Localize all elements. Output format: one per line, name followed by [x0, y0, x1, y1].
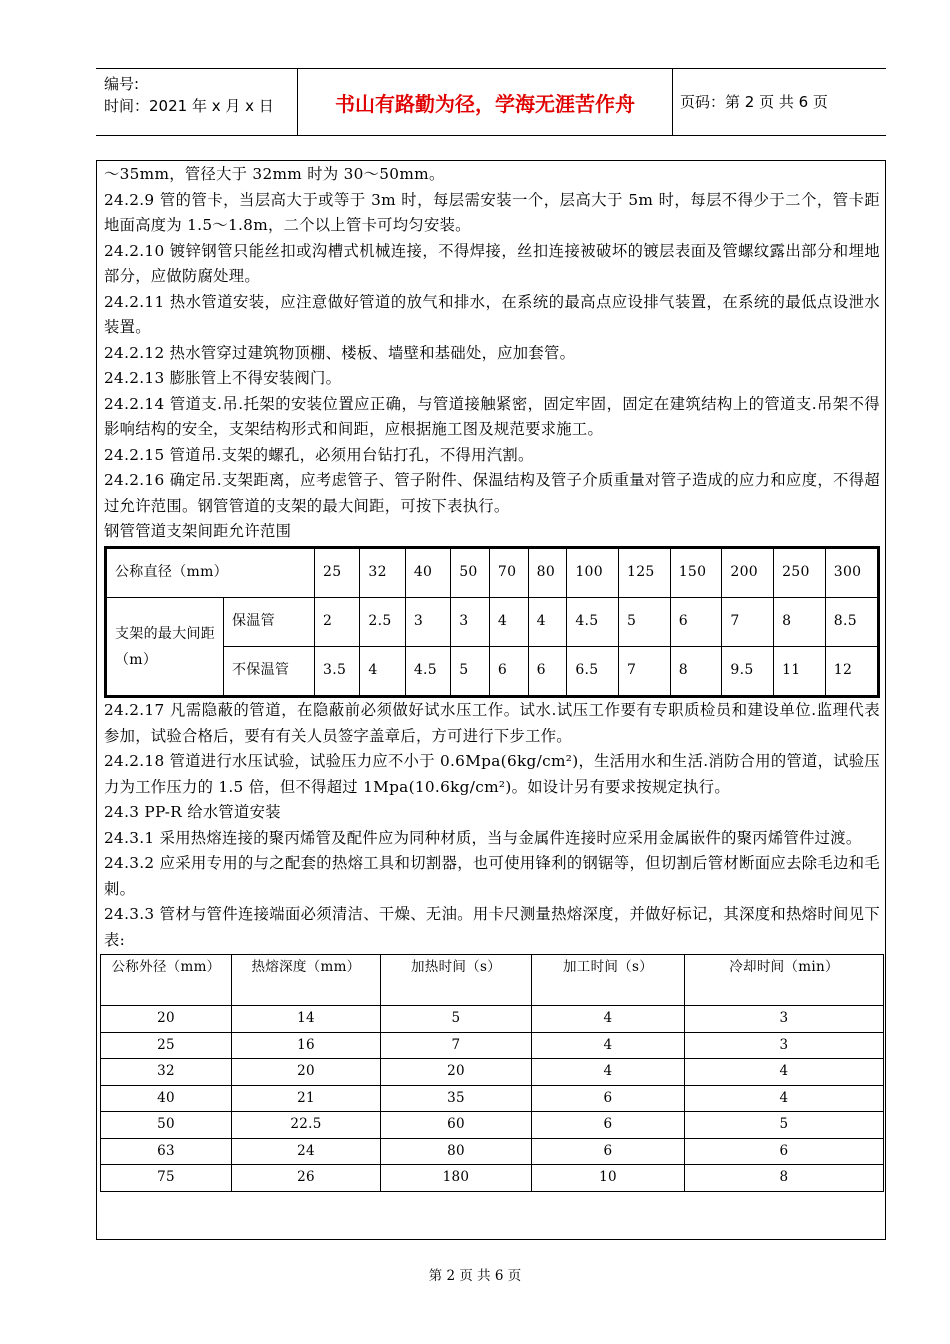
- table-cell: 26: [232, 1165, 381, 1192]
- column-header: 加工时间（s）: [532, 955, 685, 1006]
- table-cell: 22.5: [232, 1112, 381, 1139]
- paragraph: 24.2.13 膨胀管上不得安装阀门。: [104, 369, 342, 387]
- table-cell: 150: [670, 548, 722, 598]
- paragraph: 24.3.1 采用热熔连接的聚丙烯管及配件应为同种材质，当与金属件连接时应采用金属嵌件的聚丙烯管件过渡。: [104, 828, 862, 847]
- table-cell: 5: [381, 1006, 532, 1033]
- table-cell: 80: [381, 1138, 532, 1165]
- table-row: [106, 548, 879, 598]
- table-cell: 4.5: [567, 598, 619, 647]
- paragraph: 24.2.15 管道吊.支架的螺孔，必须用台钻打孔，不得用汽割。: [104, 445, 534, 464]
- table-cell: 125: [619, 548, 671, 598]
- table-cell: 4: [489, 598, 528, 647]
- table-cell: 6: [670, 598, 722, 647]
- paragraph: 24.2.9 管的管卡，当层高大于或等于 3m 时，每层需安装一个，层高大于 5m 时，每层不得少于二个，管卡距地面高度为 1.5～1.8m，二个以上管卡可均匀安装。: [104, 190, 880, 234]
- table-cell: 3: [405, 598, 450, 647]
- table-cell: 2: [315, 598, 360, 647]
- paragraph: 24.2.16 确定吊.支架距离，应考虑管子、管子附件、保温结构及管子介质重量对管子造成的应力和应度，不得超过允许范围。钢管管道的支架的最大间距，可按下表执行。: [104, 471, 880, 515]
- column-header: 加热时间（s）: [381, 955, 532, 1006]
- paragraph: 24.2.14 管道支.吊.托架的安装位置应正确，与管道接触紧密，固定牢固，固定在建筑结构上的管道支.吊架不得影响结构的安全，支架结构形式和间距，应根据施工图及规范要求施工。: [104, 394, 880, 438]
- table-cell: 4: [685, 1059, 884, 1086]
- table-row: [101, 1032, 884, 1059]
- table-cell: 8.5: [825, 598, 878, 647]
- table-cell: 5: [619, 598, 671, 647]
- paragraph: 24.2.10 镀锌钢管只能丝扣或沟槽式机械连接，不得焊接，丝扣连接被破坏的镀层表面及管螺纹露出部分和埋地部分，应做防腐处理。: [104, 241, 880, 285]
- table-cell: 6: [532, 1112, 685, 1139]
- table-cell: 4: [360, 647, 405, 697]
- table-cell: 2.5: [360, 598, 405, 647]
- table-cell: 3: [685, 1006, 884, 1033]
- table-cell: 25: [315, 548, 360, 598]
- column-header: 公称外径（mm）: [101, 955, 232, 1006]
- table-cell: 3.5: [315, 647, 360, 697]
- table-cell: 6: [532, 1138, 685, 1165]
- paragraph: 24.3.3 管材与管件连接端面必须清洁、干燥、无油。用卡尺测量热熔深度，并做好标记，其深度和热熔时间见下表:: [104, 905, 880, 949]
- document-body: [104, 162, 880, 1192]
- hot-melt-table: [100, 954, 884, 1192]
- table-row: [101, 1059, 884, 1086]
- table-cell: 11: [774, 647, 826, 697]
- group-label: 支架的最大间距（m）: [106, 598, 224, 697]
- page-header: [96, 68, 886, 136]
- table-cell: 5: [685, 1112, 884, 1139]
- table-cell: 20: [381, 1059, 532, 1086]
- table-cell: 3: [685, 1032, 884, 1059]
- section-heading: 24.3 PP-R 给水管道安装: [104, 803, 281, 821]
- time-label: 时间：2021 年 x 月 x 日: [104, 97, 274, 115]
- column-header: 热熔深度（mm）: [232, 955, 381, 1006]
- header-left: [104, 73, 274, 117]
- table-caption: 钢管管道支架间距允许范围: [104, 522, 292, 540]
- table-cell: 300: [825, 548, 878, 598]
- table-cell: 4.5: [405, 647, 450, 697]
- column-header: 冷却时间（min）: [685, 955, 884, 1006]
- table-cell: 5: [451, 647, 490, 697]
- table-cell: 24: [232, 1138, 381, 1165]
- table-cell: 20: [101, 1006, 232, 1033]
- table-cell: 250: [774, 548, 826, 598]
- table-cell: 63: [101, 1138, 232, 1165]
- table-cell: 180: [381, 1165, 532, 1192]
- table-cell: 200: [722, 548, 774, 598]
- paragraph: 24.2.18 管道进行水压试验，试验压力应不小于 0.6Mpa(6kg/cm²)，生活用水和生活.消防合用的管道，试验压力为工作压力的 1.5 倍，但不得超过 1Mpa(10.6kg/cm²)。如设计另有要求按规定执行。: [104, 752, 880, 796]
- table-cell: 40: [405, 548, 450, 598]
- table-cell: 4: [685, 1085, 884, 1112]
- header-divider: [672, 69, 673, 135]
- table-row: [101, 1165, 884, 1192]
- table-cell: 32: [360, 548, 405, 598]
- table-cell: 75: [101, 1165, 232, 1192]
- table-cell: 16: [232, 1032, 381, 1059]
- motto: 书山有路勤为径，学海无涯苦作舟: [335, 91, 635, 116]
- table-cell: 7: [722, 598, 774, 647]
- diameter-header: 公称直径（mm）: [106, 548, 315, 598]
- support-spacing-table: [104, 546, 880, 698]
- table-cell: 14: [232, 1006, 381, 1033]
- table-cell: 35: [381, 1085, 532, 1112]
- table-cell: 80: [528, 548, 567, 598]
- table-cell: 32: [101, 1059, 232, 1086]
- table-cell: 8: [774, 598, 826, 647]
- table-cell: 6: [532, 1085, 685, 1112]
- table-cell: 50: [101, 1112, 232, 1139]
- table-cell: 20: [232, 1059, 381, 1086]
- table-row: [101, 1112, 884, 1139]
- table-cell: 8: [685, 1165, 884, 1192]
- table-row: [106, 598, 879, 647]
- row-label: 不保温管: [224, 647, 315, 697]
- table-cell: 6: [528, 647, 567, 697]
- table-cell: 9.5: [722, 647, 774, 697]
- table-cell: 4: [528, 598, 567, 647]
- table-header-row: [101, 955, 884, 1006]
- table-cell: 60: [381, 1112, 532, 1139]
- table-cell: 4: [532, 1032, 685, 1059]
- paragraph: 24.2.11 热水管道安装，应注意做好管道的放气和排水，在系统的最高点应设排气装置，在系统的最低点设泄水装置。: [104, 292, 880, 336]
- table-cell: 7: [619, 647, 671, 697]
- table-cell: 40: [101, 1085, 232, 1112]
- paragraph: 24.2.17 凡需隐蔽的管道，在隐蔽前必须做好试水压工作。试水.试压工作要有专职质检员和建设单位.监理代表参加，试验合格后，要有有关人员签字盖章后，方可进行下步工作。: [104, 701, 880, 745]
- number-label: 编号:: [104, 75, 140, 93]
- table-cell: 25: [101, 1032, 232, 1059]
- table-cell: 6.5: [567, 647, 619, 697]
- table-cell: 6: [685, 1138, 884, 1165]
- page-label: 页码：第 2 页 共 6 页: [680, 93, 828, 111]
- table-cell: 7: [381, 1032, 532, 1059]
- table-cell: 8: [670, 647, 722, 697]
- paragraph: 24.2.12 热水管穿过建筑物顶棚、楼板、墙壁和基础处，应加套管。: [104, 343, 576, 362]
- table-cell: 10: [532, 1165, 685, 1192]
- page-footer: 第 2 页 共 6 页: [428, 1268, 522, 1284]
- paragraph: ～35mm，管径大于 32mm 时为 30～50mm。: [104, 165, 445, 183]
- table-cell: 3: [451, 598, 490, 647]
- table-cell: 6: [489, 647, 528, 697]
- table-row: [101, 1006, 884, 1033]
- table-cell: 21: [232, 1085, 381, 1112]
- table-cell: 4: [532, 1059, 685, 1086]
- table-row: [101, 1138, 884, 1165]
- table-cell: 100: [567, 548, 619, 598]
- table-cell: 4: [532, 1006, 685, 1033]
- table-row: [101, 1085, 884, 1112]
- row-label: 保温管: [224, 598, 315, 647]
- table-cell: 70: [489, 548, 528, 598]
- table-cell: 50: [451, 548, 490, 598]
- table-cell: 12: [825, 647, 878, 697]
- paragraph: 24.3.2 应采用专用的与之配套的热熔工具和切割器，也可使用锋利的钢锯等，但切割后管材断面应去除毛边和毛刺。: [104, 854, 880, 898]
